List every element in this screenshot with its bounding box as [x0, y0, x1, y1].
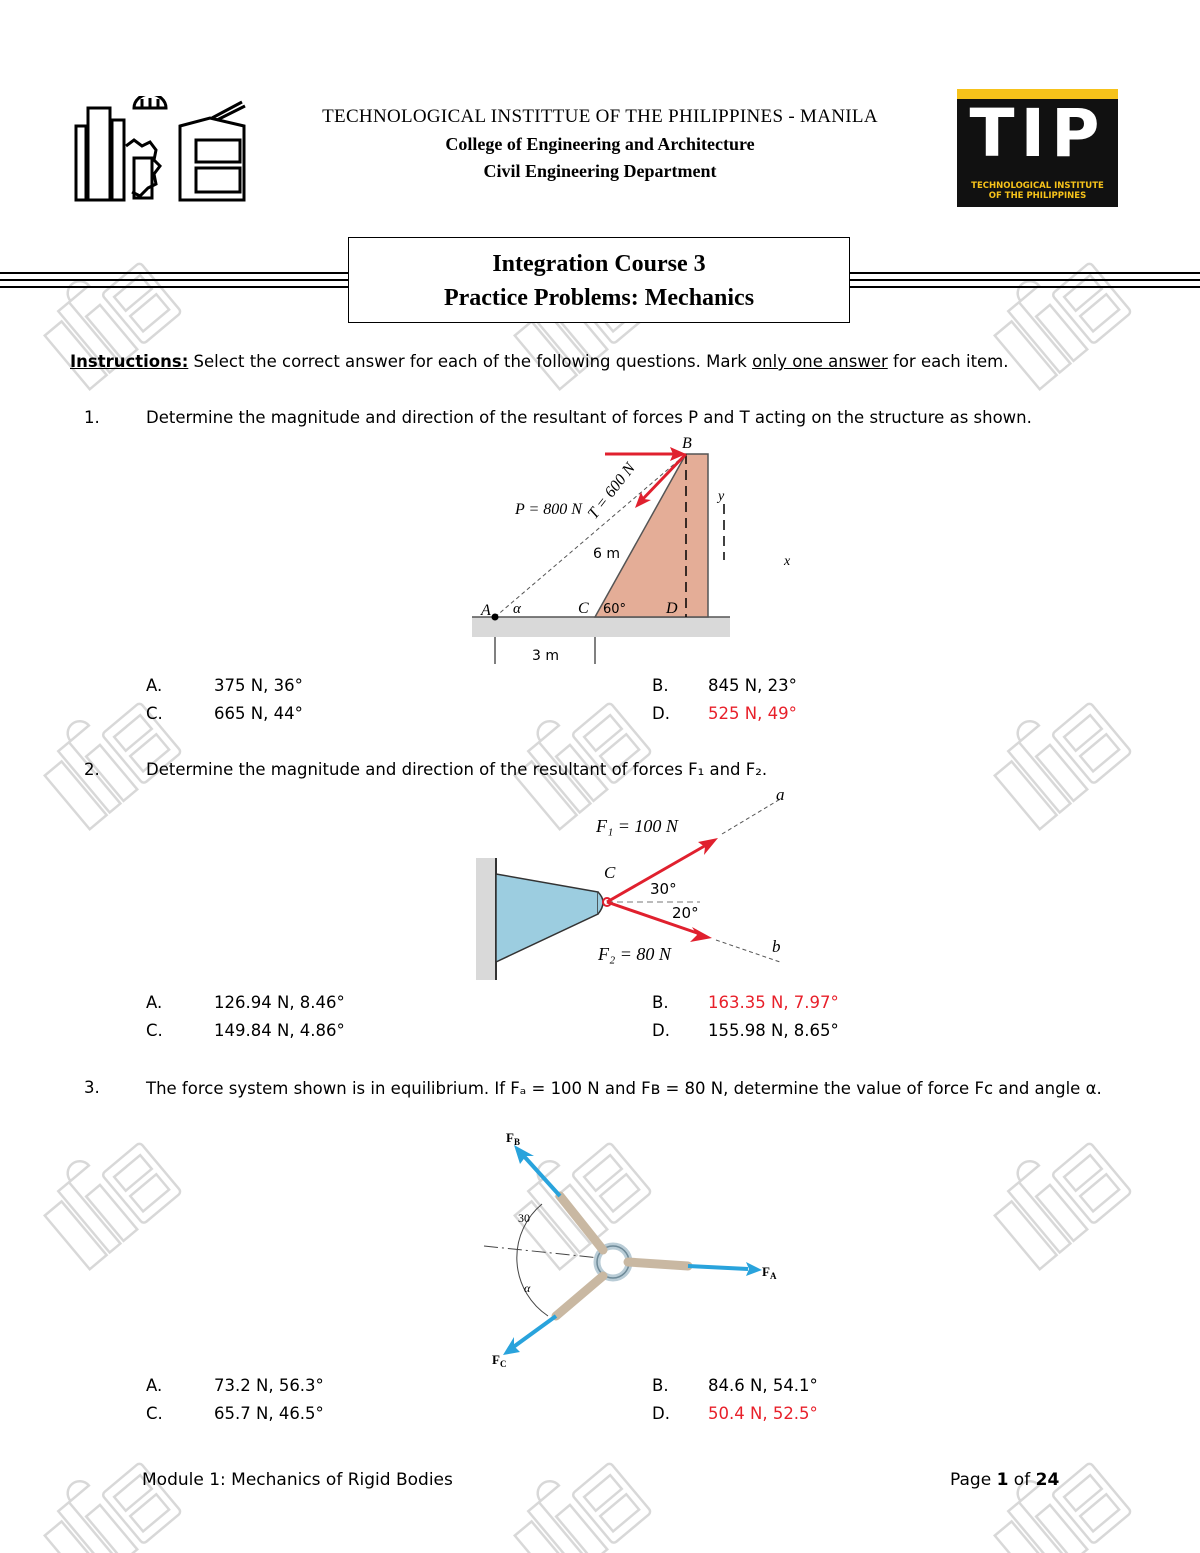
option-value[interactable]: 73.2 N, 56.3°	[214, 1376, 324, 1395]
label-y: y	[718, 489, 725, 504]
svg-text:FA	[762, 1264, 777, 1281]
label-FB: F	[506, 1130, 514, 1145]
option-letter[interactable]: D.	[652, 1021, 670, 1040]
option-value[interactable]: 665 N, 44°	[214, 704, 303, 723]
option-value[interactable]: 84.6 N, 54.1°	[708, 1376, 818, 1395]
question-text: The force system shown is in equilibrium. If Fₐ = 100 N and Fʙ = 80 N, determine the value of force Fᴄ and angle α.	[146, 1079, 1102, 1098]
q3-figure	[470, 1126, 800, 1372]
bracket	[496, 874, 598, 962]
label-b: b	[772, 937, 781, 956]
header-block	[250, 106, 950, 182]
label-FB-sub: B	[513, 1137, 520, 1147]
instructions-label: Instructions:	[70, 352, 189, 371]
label-alpha: α	[513, 601, 521, 617]
q2-figure	[470, 782, 800, 982]
course-title: Integration Course 3	[492, 251, 706, 277]
title-rule-left-2	[0, 279, 348, 281]
label-FA-sub: A	[769, 1271, 777, 1281]
question-text: Determine the magnitude and direction of the resultant of forces P and T acting on the structure as shown.	[146, 408, 1032, 427]
tip-logo-caption: TECHNOLOGICAL INSTITUTE OF THE PHILIPPINES	[971, 181, 1104, 201]
label-20: 20°	[672, 904, 699, 922]
option-value[interactable]: 155.98 N, 8.65°	[708, 1021, 839, 1040]
label-D: D	[666, 600, 678, 617]
label-B: B	[682, 435, 692, 452]
label-C: C	[604, 863, 616, 882]
option-value[interactable]: 126.94 N, 8.46°	[214, 993, 345, 1012]
tip-logo	[957, 89, 1118, 207]
college-name: College of Engineering and Architecture	[445, 134, 755, 154]
institution-name: TECHNOLOGICAL INSTITTUE OF THE PHILIPPINES - MANILA	[322, 106, 878, 127]
svg-text:FB	[506, 1130, 520, 1147]
page-mid: of	[1008, 1470, 1036, 1490]
option-value[interactable]: 65.7 N, 46.5°	[214, 1404, 324, 1423]
option-value[interactable]: 845 N, 23°	[708, 676, 797, 695]
page-prefix: Page	[950, 1470, 997, 1490]
footer-module: Module 1: Mechanics of Rigid Bodies	[142, 1470, 453, 1490]
footer-page	[950, 1470, 1059, 1490]
option-value[interactable]: 375 N, 36°	[214, 676, 303, 695]
option-letter[interactable]: A.	[146, 676, 163, 695]
option-value[interactable]: 149.84 N, 4.86°	[214, 1021, 345, 1040]
label-alpha: α	[524, 1281, 531, 1295]
option-letter[interactable]: B.	[652, 993, 669, 1012]
instructions-text-a: Select the correct answer for each of the following questions. Mark	[188, 352, 753, 371]
department-name: Civil Engineering Department	[483, 161, 717, 181]
option-letter[interactable]: C.	[146, 704, 163, 723]
question-number: 1.	[84, 408, 100, 427]
question-number: 3.	[84, 1078, 100, 1097]
wall	[476, 858, 496, 980]
instructions-text-b: for each item.	[887, 352, 1009, 371]
instructions	[70, 352, 1150, 371]
option-letter[interactable]: D.	[652, 704, 670, 723]
label-x: x	[784, 554, 791, 569]
option-letter[interactable]: B.	[652, 1376, 669, 1395]
label-A: A	[481, 602, 491, 619]
label-60: 60°	[603, 602, 627, 617]
question-number: 2.	[84, 760, 100, 779]
label-F2: F₂ = 80 N	[598, 944, 671, 964]
option-value-correct[interactable]: 163.35 N, 7.97°	[708, 993, 839, 1012]
label-3m: 3 m	[532, 648, 559, 664]
label-T: T = 600 N	[584, 459, 639, 523]
title-box	[348, 237, 850, 323]
ground	[472, 617, 730, 637]
page-current: 1	[996, 1470, 1009, 1490]
instructions-emphasis: only one answer	[752, 352, 888, 371]
option-value-correct[interactable]: 525 N, 49°	[708, 704, 797, 723]
option-letter[interactable]: A.	[146, 993, 163, 1012]
option-letter[interactable]: A.	[146, 1376, 163, 1395]
label-30: 30	[518, 1211, 530, 1225]
label-FC-sub: C	[499, 1359, 507, 1369]
label-FA: F	[762, 1264, 770, 1279]
option-letter[interactable]: D.	[652, 1404, 670, 1423]
q1-figure	[470, 432, 820, 672]
title-rule-right-2	[850, 279, 1200, 281]
department-logo	[72, 96, 252, 206]
label-C: C	[578, 600, 589, 617]
label-F1: F₁ = 100 N	[596, 816, 678, 836]
label-FC: F	[492, 1352, 500, 1367]
label-P: P = 800 N	[515, 501, 582, 518]
title-rule-left-3	[0, 286, 348, 288]
option-letter[interactable]: B.	[652, 676, 669, 695]
label-6m: 6 m	[593, 546, 620, 562]
title-rule-right	[850, 272, 1200, 274]
practice-title: Practice Problems: Mechanics	[443, 285, 755, 311]
title-rule-right-3	[850, 286, 1200, 288]
page-total: 24	[1035, 1470, 1060, 1490]
label-a: a	[776, 785, 785, 804]
option-letter[interactable]: C.	[146, 1021, 163, 1040]
option-letter[interactable]: C.	[146, 1404, 163, 1423]
label-30: 30°	[650, 880, 677, 898]
option-value-correct[interactable]: 50.4 N, 52.5°	[708, 1404, 818, 1423]
title-rule-left	[0, 272, 348, 274]
question-text: Determine the magnitude and direction of the resultant of forces F₁ and F₂.	[146, 760, 768, 779]
tip-logo-text: TIP	[969, 95, 1106, 172]
